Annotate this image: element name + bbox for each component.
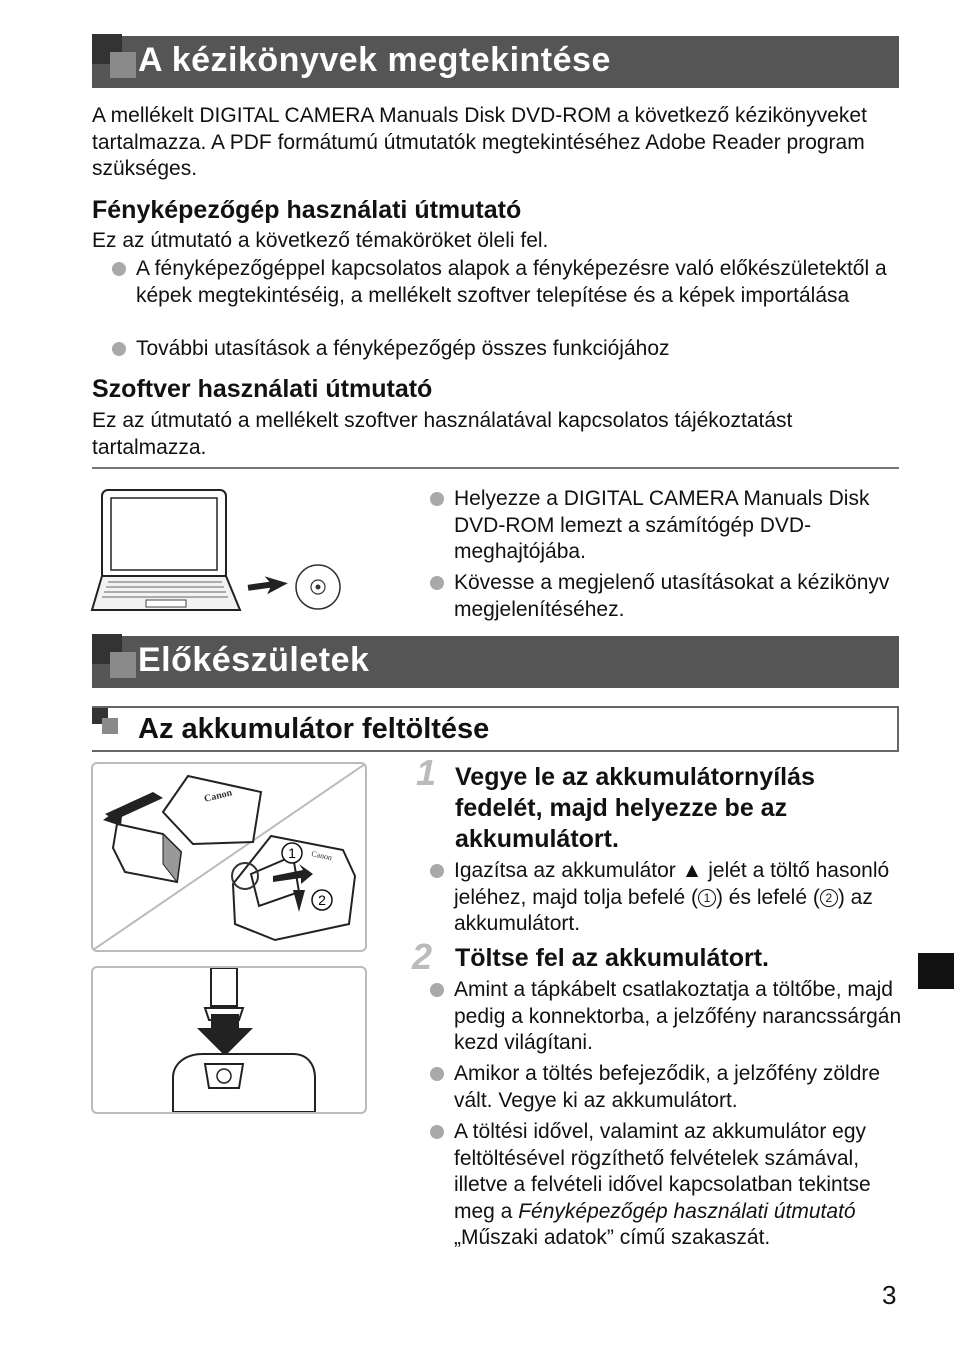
step-2-bullet-3 <box>454 1119 884 1252</box>
subsection-header-battery <box>92 706 899 752</box>
step-1-bullet-text-a: Igazítsa az akkumulátor ▲ jelét a töltő hasonló jeléhez, majd tolja befelé ( <box>454 859 890 909</box>
bullet-dot <box>112 342 126 356</box>
page-number: 3 <box>882 1280 897 1310</box>
step-1-bullet <box>454 858 894 938</box>
camera-guide-heading: Fényképezőgép használati útmutató <box>92 196 522 224</box>
step-1-bullet-text-c: ) az akkumulátort. <box>454 885 873 935</box>
step-1-title: Vegye le az akkumulátornyílás fedelét, majd helyezze be az akkumulátort. <box>455 763 815 853</box>
disc-bullet-2: Kövesse a megjelenő utasításokat a kézikönyv megjelenítéséhez. <box>454 571 890 621</box>
brand-label: Canon <box>203 787 234 805</box>
bullet-dot <box>430 492 444 506</box>
laptop-dvd-illustration <box>88 486 348 618</box>
subheader-square-light <box>102 718 118 734</box>
intro-paragraph: A mellékelt DIGITAL CAMERA Manuals Disk DVD-ROM a következő kézikönyveket tartalmazza. A PDF formátumú útmutatók megtekintéséhez Adobe Reader program szükséges. <box>92 104 867 180</box>
bullet-dot <box>430 1125 444 1139</box>
step-number-2: 2 <box>412 936 433 977</box>
callout-1: 1 <box>288 845 296 861</box>
circled-number-1: 1 <box>698 889 716 907</box>
camera-guide-text: Ez az útmutató a következő témaköröket öleli fel. <box>92 229 549 252</box>
step-2-bullet-3-text-b: „Műszaki adatok” című szakaszát. <box>454 1226 771 1249</box>
brand-label: Canon <box>310 849 333 863</box>
divider <box>92 467 899 469</box>
disc-bullet-1: Helyezze a DIGITAL CAMERA Manuals Disk DVD-ROM lemezt a számítógép DVD-meghajtójába. <box>454 487 870 563</box>
software-guide-heading: Szoftver használati útmutató <box>92 375 433 403</box>
chapter-tab <box>918 953 954 989</box>
manual-reference: Fényképezőgép használati útmutató <box>518 1199 856 1223</box>
bullet-dot <box>430 983 444 997</box>
step-2-bullet-3-text-a: A töltési idővel, valamint az akkumulátor egy feltöltésével rögzíthető felvételek számával, illetve a felvételi idővel kapcsolatban tekintse meg a <box>454 1120 871 1223</box>
bullet-dot <box>430 1067 444 1081</box>
step-1-bullet-text-b: ) és lefelé ( <box>715 885 820 909</box>
camera-guide-bullet-2: További utasítások a fényképezőgép összes funkciójához <box>136 337 670 360</box>
camera-guide-bullet-1: A fényképezőgéppel kapcsolatos alapok a fényképezésre való előkészületektől a képek megtekintéséig, a mellékelt szoftver telepítése és a képek importálása <box>136 257 887 307</box>
plug-illustration <box>91 966 367 1114</box>
section-title-manuals: A kézikönyvek megtekintése <box>138 41 611 79</box>
step-2-bullet-1: Amint a tápkábelt csatlakoztatja a töltőbe, majd pedig a konnektorba, a jelzőfény narancssárgán kezd világítani. <box>454 978 902 1054</box>
battery-insert-illustration <box>91 762 367 952</box>
section-header-preparations <box>92 636 899 688</box>
circled-number-2: 2 <box>820 889 838 907</box>
bullet-dot <box>430 576 444 590</box>
software-guide-text: Ez az útmutató a mellékelt szoftver használatával kapcsolatos tájékoztatást tartalmazza. <box>92 409 793 459</box>
bullet-dot <box>112 262 126 276</box>
subsection-title-battery: Az akkumulátor feltöltése <box>138 713 490 745</box>
step-number-1: 1 <box>416 752 437 793</box>
header-square-light <box>110 52 136 78</box>
step-2-title: Töltse fel az akkumulátort. <box>455 944 769 972</box>
section-header-manuals <box>92 36 899 88</box>
header-square-light <box>110 652 136 678</box>
step-2-bullet-2: Amikor a töltés befejeződik, a jelzőfény zöldre vált. Vegye ki az akkumulátort. <box>454 1062 881 1112</box>
bullet-dot <box>430 864 444 878</box>
section-title-preparations: Előkészületek <box>138 641 370 679</box>
callout-2: 2 <box>318 892 326 908</box>
